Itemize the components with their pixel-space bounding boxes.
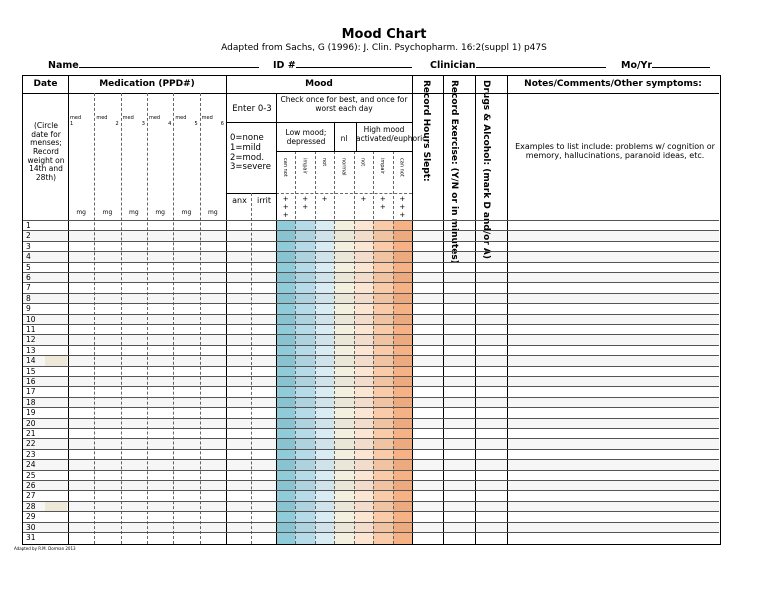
med-number-5: 5: [194, 121, 198, 127]
moyr-field[interactable]: [621, 58, 710, 71]
table-row[interactable]: [23, 407, 719, 417]
day-number: 4: [26, 252, 31, 262]
table-row[interactable]: [23, 376, 719, 386]
mood-plus-marks: + + +: [282, 195, 289, 219]
day-number: 30: [26, 522, 36, 532]
day-number: 17: [26, 387, 36, 397]
medication-header: Medication (PPD#): [99, 79, 195, 89]
med-label-2: med: [96, 115, 108, 121]
date-note: (Circle date for menses; Record weight on 14th and 28th): [27, 121, 65, 182]
mood-sub-label: can not: [282, 158, 288, 177]
day-number: 1: [26, 221, 31, 230]
day-number: 16: [26, 377, 36, 386]
day-number: 20: [26, 418, 36, 428]
med-number-4: 4: [168, 121, 172, 127]
med-label-5: med: [175, 115, 187, 121]
table-row[interactable]: [23, 386, 719, 396]
day-number: 23: [26, 449, 36, 459]
mood-plus-marks: + +: [302, 195, 309, 211]
med-unit-1: mg: [76, 209, 86, 216]
med-number-3: 3: [141, 121, 145, 127]
table-row[interactable]: [23, 459, 719, 469]
day-number: 28: [26, 501, 36, 511]
mood-header: Mood: [305, 79, 333, 89]
table-row[interactable]: [23, 282, 719, 292]
table-row[interactable]: [23, 397, 719, 407]
day-number: 26: [26, 481, 36, 490]
mood-sub-label: not: [359, 158, 366, 167]
table-row[interactable]: [23, 355, 719, 365]
table-row[interactable]: [23, 438, 719, 448]
table-row[interactable]: [23, 272, 719, 282]
notes-header: Notes/Comments/Other symptoms:: [524, 79, 702, 89]
med-unit-6: mg: [207, 209, 218, 216]
table-row[interactable]: [23, 490, 719, 500]
day-number: 15: [26, 366, 36, 376]
day-number: 31: [26, 533, 36, 542]
table-row[interactable]: [23, 220, 719, 230]
mood-plus-marks: +: [360, 195, 367, 203]
weight-cell[interactable]: [45, 356, 67, 365]
med-unit-5: mg: [181, 209, 192, 216]
med-number-6: 6: [220, 121, 224, 127]
anx-label: anx: [232, 196, 247, 205]
med-unit-3: mg: [128, 209, 139, 216]
day-number: 3: [26, 241, 31, 251]
day-number: 9: [26, 304, 31, 314]
day-number: 12: [26, 335, 36, 345]
table-row[interactable]: [23, 293, 719, 303]
day-number: 2: [26, 231, 31, 241]
clinician-label: Clinician: [430, 60, 476, 71]
table-row[interactable]: [23, 251, 719, 261]
table-row[interactable]: [23, 532, 719, 542]
med-label-6: med: [201, 115, 213, 121]
date-header: Date: [33, 79, 58, 89]
table-row[interactable]: [23, 428, 719, 438]
nl-label: nl: [340, 134, 348, 143]
table-row[interactable]: [23, 324, 719, 334]
mood-plus-marks: + + +: [399, 195, 406, 219]
table-row[interactable]: [23, 449, 719, 459]
page-title: Mood Chart: [341, 27, 427, 42]
enter-label: Enter 0-3: [232, 104, 272, 114]
mood-plus-marks: + +: [379, 195, 386, 211]
day-number: 14: [26, 356, 36, 366]
day-number: 25: [26, 470, 36, 480]
table-row[interactable]: [23, 470, 719, 480]
table-row[interactable]: [23, 418, 719, 428]
table-row[interactable]: [23, 501, 719, 511]
mood-sub-label: impair: [379, 158, 386, 174]
med-unit-4: mg: [155, 209, 165, 216]
med-number-2: 2: [115, 121, 119, 127]
table-row[interactable]: [23, 262, 719, 272]
table-row[interactable]: [23, 314, 719, 324]
footer-credit: Adapted by R.M. Dorman 2013: [14, 546, 76, 551]
med-label-4: med: [148, 115, 161, 121]
med-label-1: med: [70, 115, 82, 121]
day-number: 11: [26, 325, 36, 334]
id-field[interactable]: [273, 58, 412, 71]
day-number: 7: [26, 283, 31, 293]
table-row[interactable]: [23, 366, 719, 376]
table-row[interactable]: [23, 345, 719, 355]
moyr-label: Mo/Yr: [621, 60, 653, 71]
high-mood-label: High mood activated/euphoric: [356, 125, 427, 143]
day-number: 19: [26, 408, 36, 418]
day-number: 6: [26, 273, 31, 282]
irrit-label: irrit: [256, 196, 272, 205]
weight-cell[interactable]: [45, 502, 67, 511]
table-row[interactable]: [23, 241, 719, 251]
mood-divider: [226, 122, 412, 123]
mood-sub-divider: [276, 151, 412, 152]
id-label: ID #: [273, 60, 296, 71]
exercise-header: Record Exercise: (Y/N or in minutes): [449, 80, 459, 264]
day-number: 21: [26, 429, 36, 438]
low-mood-label: Low mood; depressed: [285, 128, 327, 146]
med-label-3: med: [122, 115, 134, 121]
mood-chart-table: [22, 75, 721, 545]
day-number: 24: [26, 460, 36, 470]
header-divider: [23, 93, 719, 94]
table-row[interactable]: [23, 230, 719, 240]
mood-sub-label: can not: [398, 158, 405, 177]
mood-sub-label: not: [320, 158, 327, 167]
drugs-header: Drugs & Alcohol: (mark D and/or A): [481, 80, 491, 259]
table-row[interactable]: [23, 511, 719, 521]
hours-slept-header: Record Hours Slept:: [421, 80, 431, 182]
day-number: 8: [26, 293, 31, 303]
clinician-field[interactable]: [430, 58, 606, 71]
med-number-1: 1: [70, 121, 74, 127]
name-label: Name: [48, 60, 79, 71]
table-row[interactable]: [23, 522, 719, 532]
page-subtitle: Adapted from Sachs, G (1996): J. Clin. Psychopharm. 16:2(suppl 1) p47S: [221, 43, 547, 53]
day-number: 22: [26, 439, 36, 449]
table-row[interactable]: [23, 303, 719, 313]
table-row[interactable]: [23, 334, 719, 344]
notes-example: Examples to list include: problems w/ cognition or memory, hallucinations, paranoid ideas, etc.: [515, 142, 715, 161]
mood-sub-label: impair: [301, 158, 308, 174]
check-once-label: Check once for best, and once for worst each day: [280, 95, 408, 113]
table-row[interactable]: [23, 480, 719, 490]
day-number: 5: [26, 262, 31, 272]
day-number: 10: [26, 314, 36, 324]
day-number: 29: [26, 512, 36, 522]
med-unit-2: mg: [102, 209, 113, 216]
name-field[interactable]: [48, 58, 259, 71]
day-number: 13: [26, 345, 36, 355]
scale-label: 0=none 1=mild 2=mod. 3=severe: [230, 133, 271, 173]
mood-sub-label: normal: [340, 158, 347, 176]
day-number: 18: [26, 397, 36, 407]
mood-plus-marks: +: [321, 195, 328, 203]
day-number: 27: [26, 491, 36, 501]
